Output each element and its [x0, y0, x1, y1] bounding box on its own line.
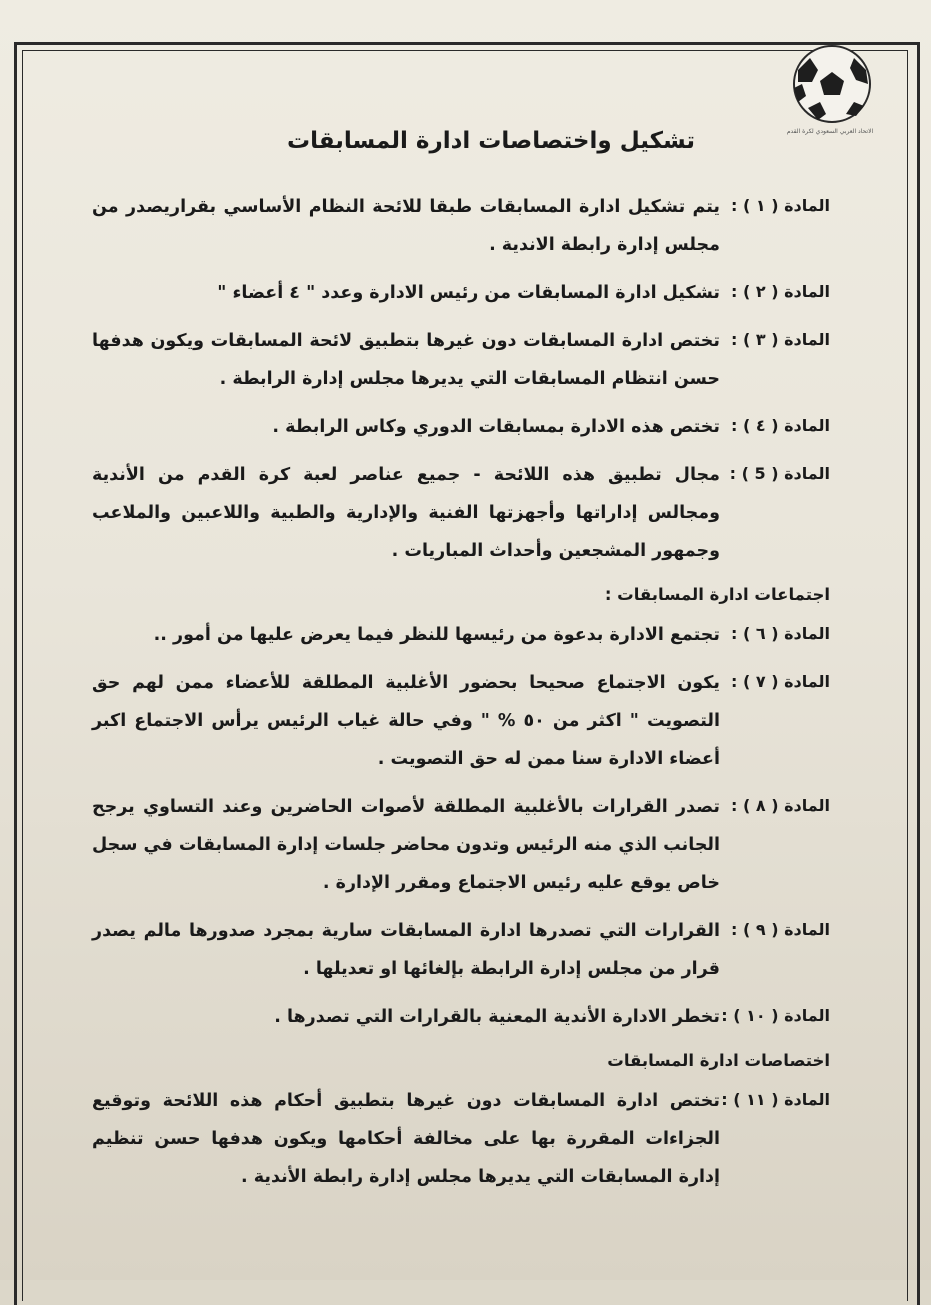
- article-4: [92, 408, 830, 446]
- article-label: المادة ( ٩ ) :: [731, 920, 830, 939]
- page-title: تشكيل واختصاصات ادارة المسابقات: [286, 128, 696, 154]
- article-text: يتم تشكيل ادارة المسابقات طبقا للائحة النظام الأساسي بقراريصدر من مجلس إدارة رابطة الاندية .: [92, 197, 720, 255]
- document-content: [92, 110, 830, 1206]
- article-label: المادة ( ٧ ) :: [731, 672, 830, 691]
- article-label: المادة ( ٢ ) :: [731, 282, 830, 301]
- article-text: تصدر القرارات بالأغلبية المطلقة لأصوات الحاضرين وعند التساوي يرجح الجانب الذي منه الرئيس وتدون محاضر جلسات إدارة المسابقات في سجل خاص يوقع عليه رئيس الاجتماع ومقرر الإدارة .: [92, 797, 720, 893]
- article-label: المادة ( ٣ ) :: [731, 330, 830, 349]
- article-text: تجتمع الادارة بدعوة من رئيسها للنظر فيما يعرض عليها من أمور ..: [153, 625, 720, 645]
- section-heading-meetings: اجتماعات ادارة المسابقات :: [604, 585, 830, 604]
- article-5: [92, 456, 830, 570]
- article-8: [92, 788, 830, 902]
- article-text: تختص ادارة المسابقات دون غيرها بتطبيق أحكام هذه اللائحة وتوقيع الجزاءات المقررة بها على مخالفة أحكامها ويكون هدفها حسن تنظيم إدارة المسابقات التي يديرها مجلس إدارة رابطة الأندية .: [92, 1091, 720, 1187]
- article-7: [92, 664, 830, 778]
- article-text: تشكيل ادارة المسابقات من رئيس الادارة وعدد " ٤ أعضاء ": [217, 283, 720, 303]
- article-label: المادة ( ١١ ) :: [721, 1090, 830, 1109]
- article-label: المادة ( ١٠ ) :: [721, 1006, 830, 1025]
- article-label: المادة ( ٦ ) :: [731, 624, 830, 643]
- section-heading-competencies: اختصاصات ادارة المسابقات: [607, 1051, 830, 1070]
- article-text: القرارات التي تصدرها ادارة المسابقات سارية بمجرد صدورها مالم يصدر قرار من مجلس إدارة الرابطة بإلغائها او تعديلها .: [92, 921, 720, 979]
- article-text: تختص هذه الادارة بمسابقات الدوري وكاس الرابطة .: [272, 417, 720, 437]
- article-1: [92, 188, 830, 264]
- article-10: [92, 998, 830, 1036]
- article-6: [92, 616, 830, 654]
- article-9: [92, 912, 830, 988]
- article-label: المادة ( ١ ) :: [731, 196, 830, 215]
- article-text: مجال تطبيق هذه اللائحة - جميع عناصر لعبة كرة القدم من الأندية ومجالس إداراتها وأجهزتها الفنية والإدارية والطبية واللاعبين والملاعب وجمهور المشجعين وأحداث المباريات .: [92, 465, 720, 561]
- article-text: يكون الاجتماع صحيحا بحضور الأغلبية المطلقة للأعضاء ممن لهم حق التصويت " اكثر من ٥٠ % " وفي حالة غياب الرئيس يرأس الاجتماع اكبر أعضاء الادارة سنا ممن له حق التصويت .: [92, 673, 720, 769]
- article-text: تختص ادارة المسابقات دون غيرها بتطبيق لائحة المسابقات ويكون هدفها حسن انتظام المسابقات التي يديرها مجلس إدارة الرابطة .: [92, 331, 720, 389]
- article-label: المادة ( ٨ ) :: [731, 796, 830, 815]
- article-11: [92, 1082, 830, 1196]
- article-label: المادة ( ٤ ) :: [731, 416, 830, 435]
- article-3: [92, 322, 830, 398]
- logo-caption: الاتحاد العربي السعودي لكرة القدم: [786, 128, 874, 135]
- article-label: المادة ( 5 ) :: [729, 464, 830, 483]
- article-2: [92, 274, 830, 312]
- article-text: تخطر الادارة الأندية المعنية بالقرارات التي تصدرها .: [274, 1007, 720, 1027]
